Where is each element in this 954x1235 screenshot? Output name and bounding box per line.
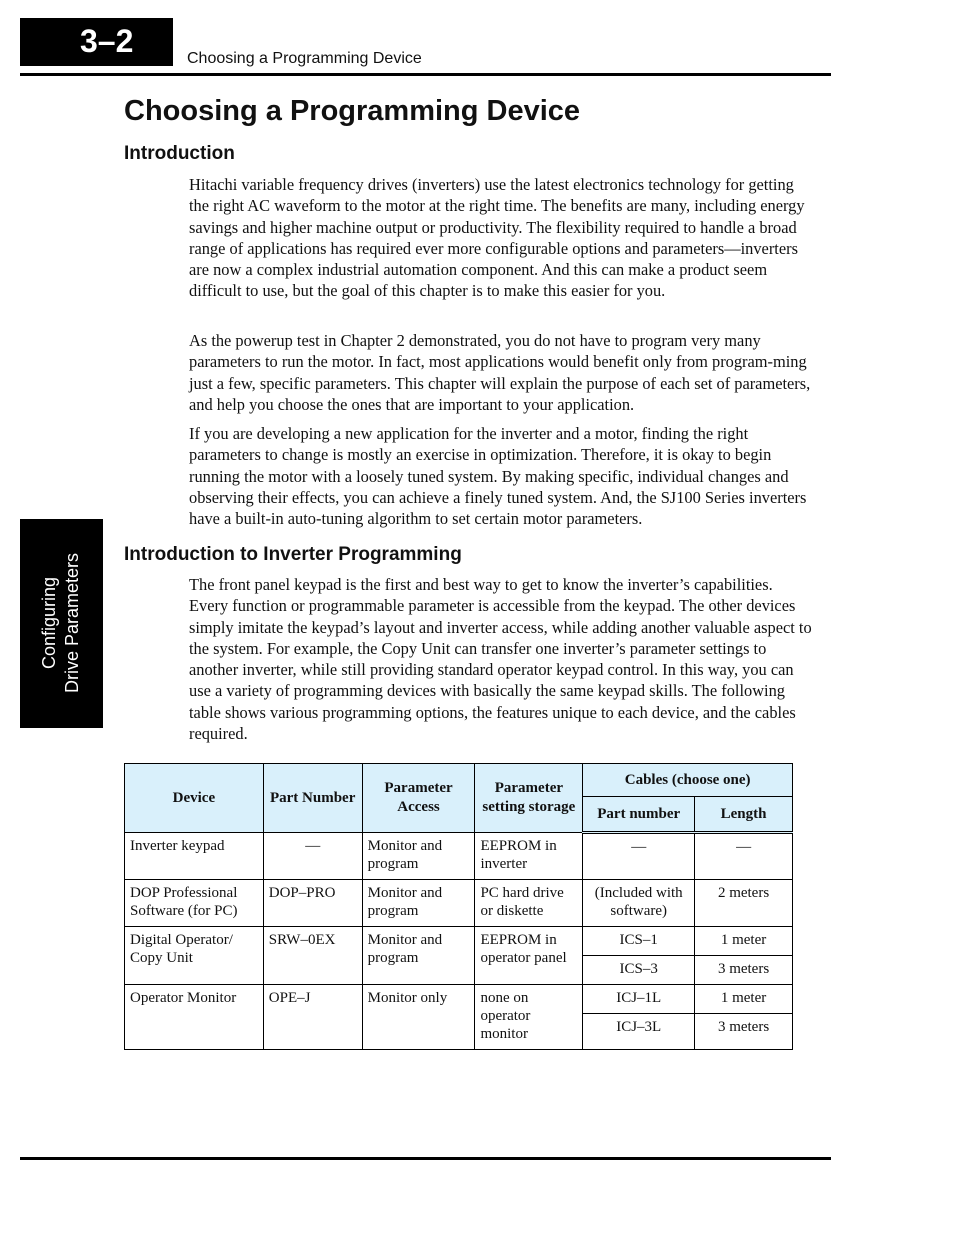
side-tab-line-2: Drive Parameters <box>62 552 82 694</box>
side-tab-line-1: Configuring <box>39 576 59 670</box>
side-tab-label <box>38 513 84 733</box>
header-cable-length: Length <box>695 797 793 833</box>
header-parameter-access: Parameter Access <box>362 764 475 833</box>
intro-paragraph-3: If you are developing a new application for the inverter and a motor, finding the right parameters to change is mostly an exercise in optimization. Therefore, it is okay to begin running the motor with a loosely tuned system. By making specific, individual changes and observing their effects, you can achieve a finely tuned system. And, the SJ100 Series inverters have a built-in auto-tuning algorithm to set certain motor parameters. <box>189 424 807 529</box>
running-title: Choosing a Programming Device <box>187 50 422 67</box>
access-cell: Monitor and program <box>362 880 475 927</box>
access-cell: Monitor and program <box>362 927 475 985</box>
header-part-number: Part Number <box>263 764 362 833</box>
cable-part-cell: ICS–3 <box>583 956 695 985</box>
header-parameter-storage: Parameter setting storage <box>475 764 583 833</box>
page-number: 3–2 <box>20 18 173 66</box>
intro-paragraph-1: Hitachi variable frequency drives (inverters) use the latest electronics technology for getting the right AC waveform to the motor at the right time. The benefits are many, including energy savings and higher machine output or productivity. The flexibility required to handle a broad range of applications has required ever more configurable options and parameters—inverters are now a complex industrial automation component. And this can make a product seem difficult to use, but the goal of this chapter is to make this easier for you. <box>189 175 805 301</box>
part-number-cell: SRW–0EX <box>263 927 362 985</box>
header-device: Device <box>125 764 264 833</box>
programming-devices-table <box>124 763 793 1050</box>
table-row <box>125 833 793 880</box>
storage-cell: PC hard drive or diskette <box>475 880 583 927</box>
header-cables: Cables (choose one) <box>583 764 793 797</box>
access-cell: Monitor and program <box>362 833 475 880</box>
storage-cell: EEPROM in operator panel <box>475 927 583 985</box>
cable-length-cell: 1 meter <box>695 985 793 1014</box>
cable-part-cell: ICS–1 <box>583 927 695 956</box>
table-row <box>125 927 793 956</box>
cable-part-cell: ICJ–3L <box>583 1014 695 1050</box>
bottom-rule <box>20 1157 831 1160</box>
cable-length-cell: — <box>695 833 793 880</box>
section-heading-programming: Introduction to Inverter Programming <box>124 544 462 565</box>
cable-part-cell: (Included with software) <box>583 880 695 927</box>
storage-cell: EEPROM in inverter <box>475 833 583 880</box>
intro-paragraph-2: As the powerup test in Chapter 2 demonstrated, you do not have to program very many parameters to run the motor. In fact, most applications would benefit only from program-ming just a few, specific parameters. This chapter will explain the purpose of each set of parameters, and help you choose the ones that are important to your application. <box>189 331 811 414</box>
table-row <box>125 880 793 927</box>
cable-length-cell: 3 meters <box>695 956 793 985</box>
cable-part-cell: ICJ–1L <box>583 985 695 1014</box>
access-cell: Monitor only <box>362 985 475 1050</box>
cable-part-cell: — <box>583 833 695 880</box>
section-heading-introduction: Introduction <box>124 143 235 164</box>
storage-cell: none on operator monitor <box>475 985 583 1050</box>
table-row <box>125 985 793 1014</box>
cable-length-cell: 1 meter <box>695 927 793 956</box>
header-cable-part-number: Part number <box>583 797 695 833</box>
page-title: Choosing a Programming Device <box>124 95 581 127</box>
cable-length-cell: 2 meters <box>695 880 793 927</box>
part-number-cell: OPE–J <box>263 985 362 1050</box>
top-rule <box>20 73 831 76</box>
device-cell: Operator Monitor <box>125 985 264 1050</box>
cable-length-cell: 3 meters <box>695 1014 793 1050</box>
programming-paragraph: The front panel keypad is the first and best way to get to know the inverter’s capabilities. Every function or programmable parameter is accessible from the keypad. The other devices simply imitate the keypad’s layout and inverter access, while adding another valuable aspect to the system. For example, the Copy Unit can transfer one inverter’s parameter settings to another inverter, while still providing standard operator keypad control. In this way, you can use a variety of programming devices with basically the same keypad skills. The following table shows various programming options, the features unique to each device, and the cables required. <box>189 575 812 744</box>
part-number-cell: — <box>263 833 362 880</box>
device-cell: DOP Professional Software (for PC) <box>125 880 264 927</box>
device-cell: Inverter keypad <box>125 833 264 880</box>
part-number-cell: DOP–PRO <box>263 880 362 927</box>
device-cell: Digital Operator/ Copy Unit <box>125 927 264 985</box>
